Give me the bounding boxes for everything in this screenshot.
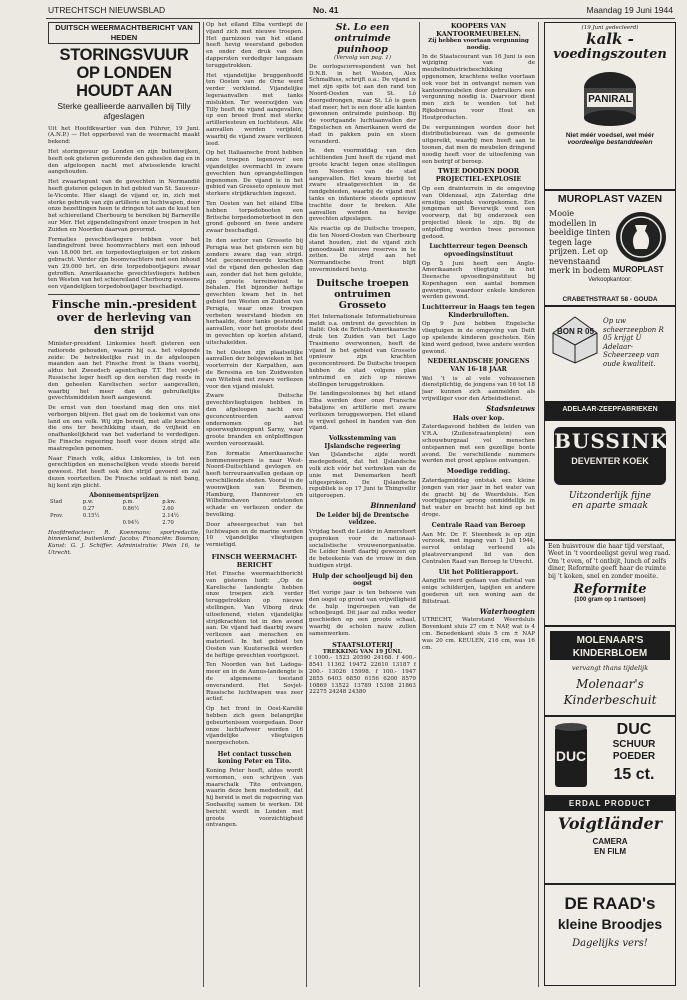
article-text: Zware Duitsche gevechtsvliegtuigen hebben in den afgeloopen nacht een geconcentreerden aanval ondernomen op het spoorwegknooppunt Sarny, waar groote branden en ontploffingen werden veroorzaakt. <box>206 393 303 448</box>
article-text: Zaterdagmiddag ontstak een kleine jongen van vier jaar in het water van de gracht bij de Weerdsluis. Een voorbijganger sprong onmiddellijk in het water en bracht het kind op het droge. <box>422 478 535 518</box>
article-text: Op het Italiaansche front hebben onze troepen tegenover een vijandelijke overmacht in zware gevechten hun opvangstellingen ingenomen. De vijand is in het gebied van Grosseto opnieuw met sterkere strijdkrachten ingezet. <box>206 150 303 198</box>
masthead <box>48 3 673 17</box>
section-head: DUITSCH WEERMACHTBERICHT VAN HEDEN <box>48 22 200 44</box>
ad-molenaar: MOLENAAR'S KINDERBLOEM vervangt thans tijdelijk Molenaar's Kinderbeschuit <box>544 626 676 716</box>
article-text: Zaterdagavond hebben de leiden van V.R.A. (Zuilenstraatenplein) een schouwburgzaal vol menschen ontspannen met een gezellige bonte avond. De verschillende nummers werden met groot applaus ontvangen. <box>422 424 535 465</box>
voigtlander-logo: Voigtländer <box>557 814 663 833</box>
article-text: Op 5 Juni heeft een Anglo-Amerikaansch vliegtuig in het Deensche opvoedingsinstituut bij Kopenhagen een aantal bommen geworpen, waardoor enkele kinderen werden gewond. <box>422 260 535 301</box>
prices-cell <box>48 506 81 513</box>
loterij-numbers: f 1000.- 1523 20590 24168. f 400.- 8541 11362 19472 22610 13187 f 200.- 13026 15998. f 100.- 1947 2855 6403 6850 6156 6200 8579 10869 13522 13789 15398 21863 22275 24248 24380 <box>309 655 416 696</box>
luchtterreur-head: Luchtterreur tegen Deensch opvoedingsinstituut <box>429 243 528 258</box>
prices-cell: p.w. <box>82 499 94 506</box>
article-text: Het Finsche weermachtbericht van gisteren luidt: „Op de Karelische landengte hebben onze troepen zich verder teruggetrokken op nieuwe stellingen. Van Viborg druk uitoefenend, vielen vijandelijke strijdkrachten tot in den avond aan. De vijand had daarbij zware verliezen aan menschen en materieel. In het gebied ten Oosten van Kuuterselkä werden de heftige gevechten voortgezet. <box>206 570 303 659</box>
hals-head: Hals over kop. <box>452 413 505 422</box>
issue-date: Maandag 19 Juni 1944 <box>586 5 673 15</box>
prices-cell: p.m. <box>122 499 135 506</box>
prices-title: Abonnementsprijzen <box>89 491 159 499</box>
article-text: De landingscolonnes bij het eiland Elba werden door onze Fransche bataljons en artillerie met zware verliezen teruggeworpen. Het eiland is vrijwel geheel in handen van den vijand. <box>309 391 416 432</box>
duc-price: 15 ct. <box>613 766 655 783</box>
main-headline: STORINGSVUUR OP LONDEN HOUDT AAN <box>59 46 189 100</box>
article-text: In de Staatscourant van 16 Juni is een wijziging van de meubelindustriebeschikking opgenomen, krachtens welke voortaan ook voor het in ontvangst nemen van kantoormeubelen door gebruikers een vergunning noodig is. Daarvoor dient men zich te wenden tot het Rijksbureau voor Hout en Houtproducten. <box>422 53 535 121</box>
ad-adelaar: BON R 05 Op uw scheerzeepbon R 05 krijgt U Adelaar-Scheerzeep van oude kwaliteit. ADELAAR-ZEEPFABRIEKEN <box>544 306 676 420</box>
article-text: Koning Peter heeft, aldus wordt vernomen, een schrijven van maarschalk Tito ontvangen, waarin deze hem mededeelt, dat hij bereid is met de regeering van Soebasitsj samen te werken. Dit bericht wordt in Londen met groote voorzichtigheid ontvangen. <box>206 768 303 829</box>
article-text: Vrijdag heeft de Leider in Amersfoort gesproken voor de nationaal-socialistische vrouwenorganisatie. De Leider heeft daarbij gewezen op de beteekenis van de vrouw in den huidigen strijd. <box>309 529 416 569</box>
article-text: Ten Oosten van het eiland Elba hebben torpedobooten een Britsche torpedomotorboot in den grond geboord en twee andere zwaar beschadigd. <box>206 200 303 235</box>
column-rule <box>419 22 420 987</box>
column-2 <box>206 22 303 982</box>
article-text: Naar Finsch volk, aldus Linkomies, is tot een gerechtigden en menschelijken vrede steeds bereid geweest. Het heeft ook den strijd gevoerd en zal dezen voortzetten. De Finsche soldaat is niet bang, hij kent zijn plicht. <box>48 455 200 489</box>
jongens-head: NEDERLANDSCHE JONGENS VAN 16-18 JAAR <box>427 358 530 374</box>
koopers-head: KOOPERS VAN KANTOORMEUBELEN. <box>436 22 521 38</box>
prices-cell: 0.94½ <box>122 519 140 526</box>
loterij-subhead: TREKKING VAN 19 JUNI. <box>322 648 403 655</box>
article-text: Wel ’t is al vele volwassenen dienstplichtig, de jongens van 16 tot 18 jaar kunnen zich aanmelden als vrijwilliger voor den Arbeidsdienst. <box>422 375 535 403</box>
centrale-raad-head: Centrale Raad van Beroep <box>431 520 526 529</box>
article-text: Aan Mr. Dr. F. Steenbeek is op zijn verzoek, met ingang van 1 Juli 1944, eervol ontslag verleend als plaatsvervangend lid van den Centralen Raad van Beroep te Utrecht. <box>422 531 535 565</box>
article-text: De oorlogscorrespondent van het D.N.B. in het Westen, Alex Schmalfuss, schrijft o.a.: De vijand is met zijn spits tot aan den rand ten Noord-Oosten van St. Lô doorgedrongen, maar St. Lô is geen stad meer, het is een door alle kanten gewonnen ontruimde puinhoop. Bij de voortgaande luchtaanvallen der Engelschen en Amerikanen werd de stad in pakken puin en steen veranderd. <box>309 63 416 145</box>
prices-cell: 2.60 <box>162 506 174 513</box>
prices-cell <box>121 513 161 520</box>
article-text: Op het eiland Elba verdiept de vijand zich met nieuwe troepen. Het garnizoen van het eiland heeft hevig weerstand geboden en onder den druk van den dappersten verdediger langzaam teruggetrokken. <box>206 22 303 69</box>
politie-head: Uit het Politierapport. <box>438 567 519 576</box>
prices-cell: Stad <box>50 499 63 506</box>
ad-de-raad: DE RAAD's kleine Broodjes Dagelijks vers! <box>544 884 676 986</box>
column-4 <box>422 22 535 982</box>
article-text: In den voormiddag van den achttienden Juni heeft de vijand met groote kracht tegen onze stellingen ten Noorden van de stad aangevallen. Het kwam hierbij tot zware straatgevechten in de randgebieden, waarbij de vijand met tanks en infanterie steeds opnieuw trachtte door te breken. Alle aanvallen werden na hevige gevechten afgeslagen. <box>309 148 416 223</box>
prices-cell: p.kw. <box>162 499 176 506</box>
erdal-band: ERDAL PRODUCT <box>545 797 675 811</box>
paniral-box-icon <box>575 68 645 128</box>
article-text: Minister-president Linkomies heeft gisteren een radiorede gehouden, waarin hij o.a. het volgende zeide: De betrekkelijke rust in de afgeloopen maanden aan het Finsche front is thans voorbij, aldus het Zweedsch agentschap T.T. Het sovjet-Russische leger heeft op den eersten dag reeds in den geheelen Karelischen sector aangevallen, waarbij het meer dan de gebruikelijke gevechtsmiddelen heeft aangewend. <box>48 340 200 402</box>
prices-row <box>48 513 200 520</box>
prices-cell: 0.15½ <box>82 513 100 520</box>
ad-duc: DUC DUC SCHUUR POEDER 15 ct. <box>544 716 676 796</box>
main-subhead: Sterke geallieerde aanvallen bij Tilly afgeslagen <box>57 101 191 121</box>
column-rule <box>306 22 307 987</box>
ad-voigtlander: ERDAL PRODUCT Voigtländer CAMERA EN FILM <box>544 796 676 884</box>
imprint: Hoofdredacteur: R. Koenmans; sportredactie, binnenland, buitenland: Jacobs; Financiën: Bosman; Kunst: G. J. Schiffer. Administratie: Plein 16, te Utrecht. <box>48 529 200 557</box>
molenaar-logo: MOLENAAR'S KINDERBLOEM <box>550 631 670 660</box>
article-text: Van IJslandsche zijde wordt medegedeeld, dat het IJslandsche volk zich vóór het verbreken van de unie met Denemarken heeft uitgesproken. De IJslandsche republiek is op 17 Juni te Thingvellir uitgeroepen. <box>309 452 416 500</box>
column-rule <box>538 22 539 987</box>
finsch-bericht-head: FINSCH WEERMACHT-BERICHT <box>211 552 298 569</box>
ad-kalk-paniral: (19 Juni gedecleerd) kalk - voedingszouten PANIRAL Niet méér voedsel, wel méér voordeelige bestanddeelen <box>544 22 676 190</box>
article-text: Op 9 Juni hebben Engelsche vliegtuigen in de omgeving van Delft op spelende kinderen geschoten. Eén kind werd gedood, twee andere werden gewond. <box>422 321 535 355</box>
ad-muroplast: MUROPLAST VAZEN Mooie modellen in beeldige tinten tegen lage prijzen. Let op nevenstaand merk in bodem MUROPLAST Verkoopkantoor: CRABETHSTRAAT 58 - GOUDA <box>544 190 676 306</box>
article-text: Het storingsvuur op Londen en zijn buitenwijken, heeft ook gisteren gedurende den geheelen dag en in den afgeloopen nacht met afwisselende kracht aangehouden. <box>48 148 200 176</box>
paniral-logo: PANIRAL <box>588 94 632 105</box>
scouring-powder-can-icon <box>551 721 591 795</box>
article-text: Op het front in Oost-Karelië hebben zich geen belangrijke gebeurtenissen voorgedaan. Door onze luchtafweer werden 16 vijandelijke vliegtuigen neergeschoten. <box>206 706 303 747</box>
article-text: Een formatie Amerikaansche bommenwerpers is naar West-Noord-Duitschland gevlogen en heeft terreuraanvallen gedaan op verschillende steden. Vooral in de woonwijken van Bremen, Hamburg, Hannover en Wilhelmshaven ontstonden schade en verliezen onder de bevolking. <box>206 450 303 518</box>
ad-brand: kalk - <box>586 30 634 48</box>
reformite-logo: Reformite <box>573 582 647 598</box>
finsch-headline: Finsche min.-president over de herleving van den strijd <box>51 296 197 337</box>
hulp-head: Hulp der schooljeugd bij den oogst <box>312 572 413 588</box>
prices-cell <box>81 520 121 527</box>
leider-head: De Leider bij de Drentsche veldzee. <box>316 511 409 527</box>
bon-label: BON R 05 <box>557 327 594 336</box>
prices-cell: 2.14½ <box>162 513 179 520</box>
prices-row <box>48 520 200 527</box>
article-text: Uit het Hoofdkwartier van den Führer, 19 Juni. (A.N.P.) — Het opperbevel van de weermacht maakt bekend: <box>48 125 200 146</box>
article-text: Het vorige jaar is ten behoeve van den oogst op grond van vrijwilligheid de hulp ingeroepen van de schooljeugd. Dit jaar zal zulks weder geschieden op een groote schaal, waarbij de scholen nauw zullen samenwerken. <box>309 589 416 637</box>
waterhoogten-tag: Waterhoogten <box>479 606 535 616</box>
article-text: De ernst van den toestand mag den ons niet verborgen blijven. Het gaat om de toekomst van ons land en ons volk. Wij zijn bereid, met alle krachten die ons ter beschikking staan, de vrijheid en onafhankelijkheid van het vaderland te verdedigen. De Finsche regeering heeft voor dezen strijd alle maatregelen genomen. <box>48 405 200 452</box>
kinder-head: Luchtterreur in Haags ten tegen Kinderbruiloften. <box>422 304 535 319</box>
paper-name: UTRECHTSCH NIEUWSBLAD <box>48 5 166 15</box>
soap-bar-icon <box>549 313 601 369</box>
grosseto-headline: Duitsche troepen ontruimen Grosseto <box>316 277 409 311</box>
redding-head: Moedige redding. <box>446 467 511 476</box>
prices-cell: 0.86½ <box>122 506 140 513</box>
article-text: Op een drainterrein in de omgeving van Oldenzaal, zijn Zaterdag drie ernstige ongeluk voorgekomen. Een jongeman uit Beverwijk vond een voorwerp, dat bij onderzoek een projectiel bleek te zijn. Bij de ontploffing werden twee personen gedood. <box>422 185 535 240</box>
ad-bussink: BUSSINK DEVENTER KOEK Uitzonderlijk fijne en aparte smaak <box>544 420 676 540</box>
column-3 <box>309 22 416 982</box>
article-text: Formaties gevechtsvliegers hebben voor het landingsfront twee boomvrachters met een inhoud van 18.000 brt. en torpedovliegtuigen er tot zinken gebracht. Verder zijn boomvrachters met een inhoud van 29.000 brt. en drie torpedobootjagers zwaar getroffen. Amerikaansche gevechtsvliegers hebben ten Westen van het schiereiland Cherbourg eveneens een vijandelijken torpedobootjager beschadigd. <box>48 236 200 291</box>
article-text: De vergunningen worden door het distributiebureau van de gemeente uitgereikt, waarbij men heeft aan te toonen, dat men de meubelen dringend noodig heeft voor de uitoefening van een bedrijf of beroep. <box>422 124 535 165</box>
dooden-head: TWEE DOODEN DOOR PROJECTIEL-EXPLOSIE <box>435 167 522 184</box>
prices-table <box>48 499 200 526</box>
adelaar-logo: ADELAAR-ZEEPFABRIEKEN <box>545 401 675 419</box>
column-rule <box>203 22 204 987</box>
masthead-rule <box>46 18 675 19</box>
bussink-logo: BUSSINK DEVENTER KOEK <box>554 427 666 485</box>
issue-number: No. 41 <box>313 5 339 15</box>
article-text: Ten Noorden van het Ladoga-meer en in de Aunus-landengte is de algemeene toestand onveranderd. Het Sovjet-Russische luchtwapen was zeer actief. <box>206 662 303 703</box>
article-text: Aangifte werd gedaan van diefstal van enige schilderijen, tapijten en andere goederen uit een woning aan de Biltstraat. <box>422 578 535 605</box>
article-text: UTRECHT, Waterstand Weerdsluis Bovenkant sluis 27 cm ± NAP, wat is 4 cm. Benedenkant sluis 5 cm ± NAP was 20 cm. KEULEN, 216 cm, was 16 cm. <box>422 617 535 651</box>
stlo-headline: St. Lo een ontruimde puinhoop <box>334 22 391 55</box>
svg-text:DUC: DUC <box>555 748 587 764</box>
column-1 <box>48 22 200 982</box>
prices-cell: Prov. <box>50 513 64 520</box>
divider <box>48 294 200 295</box>
article-text: Door afweergeschut van het luchtwapen en de marine werden 10 vijandelijke vliegtuigen vernietigd. <box>206 521 303 549</box>
article-text: In het Oosten zijn plaatselijke aanvallen der bolsjewieken in het voorterrein der Karpathen, aan de Beresina en ten Zuidwesten van Witebsk met zware verliezen voor den vijand mislukt. <box>206 349 303 390</box>
stlo-continued: (Vervolg van pag. 1) <box>333 55 392 61</box>
article-text: In den sector van Grosseto bij Perugia was het gisteren een bij zondere zware dag van strijd. Met geconcentreerde krachten viel de vijand den geheelen dag aan, zonder dat het hem gelukte, zijn groote terreinwinst te behalen. Het bijzonder heftige gevechten kwam het in het gebied ten Westen en Zuiden van Perugia, waar onze troepen verbeten weerstand bieden en herhaalde, door tanks gesteunde aanvallen, voor het grootste deel in gevechten op korten afstand, uitschakelden. <box>206 237 303 346</box>
contact-head: Het contact tusschen koning Peter en Tito. <box>217 750 292 766</box>
article-text: Het Internationale Informatiebureau meldt o.a. omtrent de gevechten in Italië: Ook de Britsch-Amerikaansche druk ten Zuiden van het Lago Trasimeno overwonnen, heeft de vijand in het gebied van Grosseto opnieuw zijn krachten geconcentreerd. De Duitsche troepen hebben de stad volgens plan ontruimd en zich op nieuwe stellingen teruggetrokken. <box>309 313 416 388</box>
article-text: Het zwaartepunt van de gevechten in Normandië heeft gisteren gelegen in het gebied van St. Sauveur-le-Vicomte. Hier slaagt de vijand er, in, zich met sterke gebruik van zijn artillerie en luchtwapen, door onze bezettingen heen te dringen tot aan de kust ten het schiereiland Cherbourg te bereiken bij Barneville sur Mer. Het zijpendelingsfront onzer troepen in het Zuiden en Noorden daarvan gevormd. <box>48 179 200 233</box>
stadsnieuws-tag: Stadsnieuws <box>486 403 535 413</box>
koopers-subhead: Zij hebben voortaan vergunning noodig. <box>428 38 529 51</box>
article-text: Het vijandelijke bruggenhoofd ten Oosten van de Orne werd verder verkleind. Vijandelijke legeraanvallen met tanks mislukten. Ter weerszijden van Tilly heeft de vijand aangevallen; op een breed front met sterke artilleriesteun en luchtsteun. Alle aanvallen werden verijdeld, waarbij de vijand zware verliezen leed. <box>206 72 303 147</box>
muroplast-vase-icon <box>615 211 667 267</box>
prices-cell: 2.70 <box>162 519 174 526</box>
binnenland-tag: Binnenland <box>370 501 416 511</box>
ad-reformite: Een huisvrouw die haar tijd verstaat, Weet in 't voordeeligst gevul weg raad. Om 't even, of 't ontbijt, lunch of zelfs diner, Reformite geeft haar de ruimte bij 't koken, snel en zonder moeite. Reformite (100 gram op 1 rantsoen) <box>544 540 676 626</box>
loterij-head: STAATSLOTERIJ <box>332 640 393 649</box>
prices-cell: 0.27 <box>82 506 95 513</box>
prices-cell <box>48 520 81 527</box>
duc-brand: DUC <box>616 721 652 738</box>
article-text: Als reactie op de Duitsche troepen, die ten Noord-Oosten van Cherbourg stand houden, ziet de vijand zich genoodzaakt nieuwe reserves in te zetten. De strijd aan het Normandische front blijft onverminderd hevig. <box>309 226 416 273</box>
ijsland-head: Volksstemming van IJslandsche regeering <box>324 435 401 450</box>
molenaar-signature: Molenaar's Kinderbeschuit <box>563 677 657 707</box>
